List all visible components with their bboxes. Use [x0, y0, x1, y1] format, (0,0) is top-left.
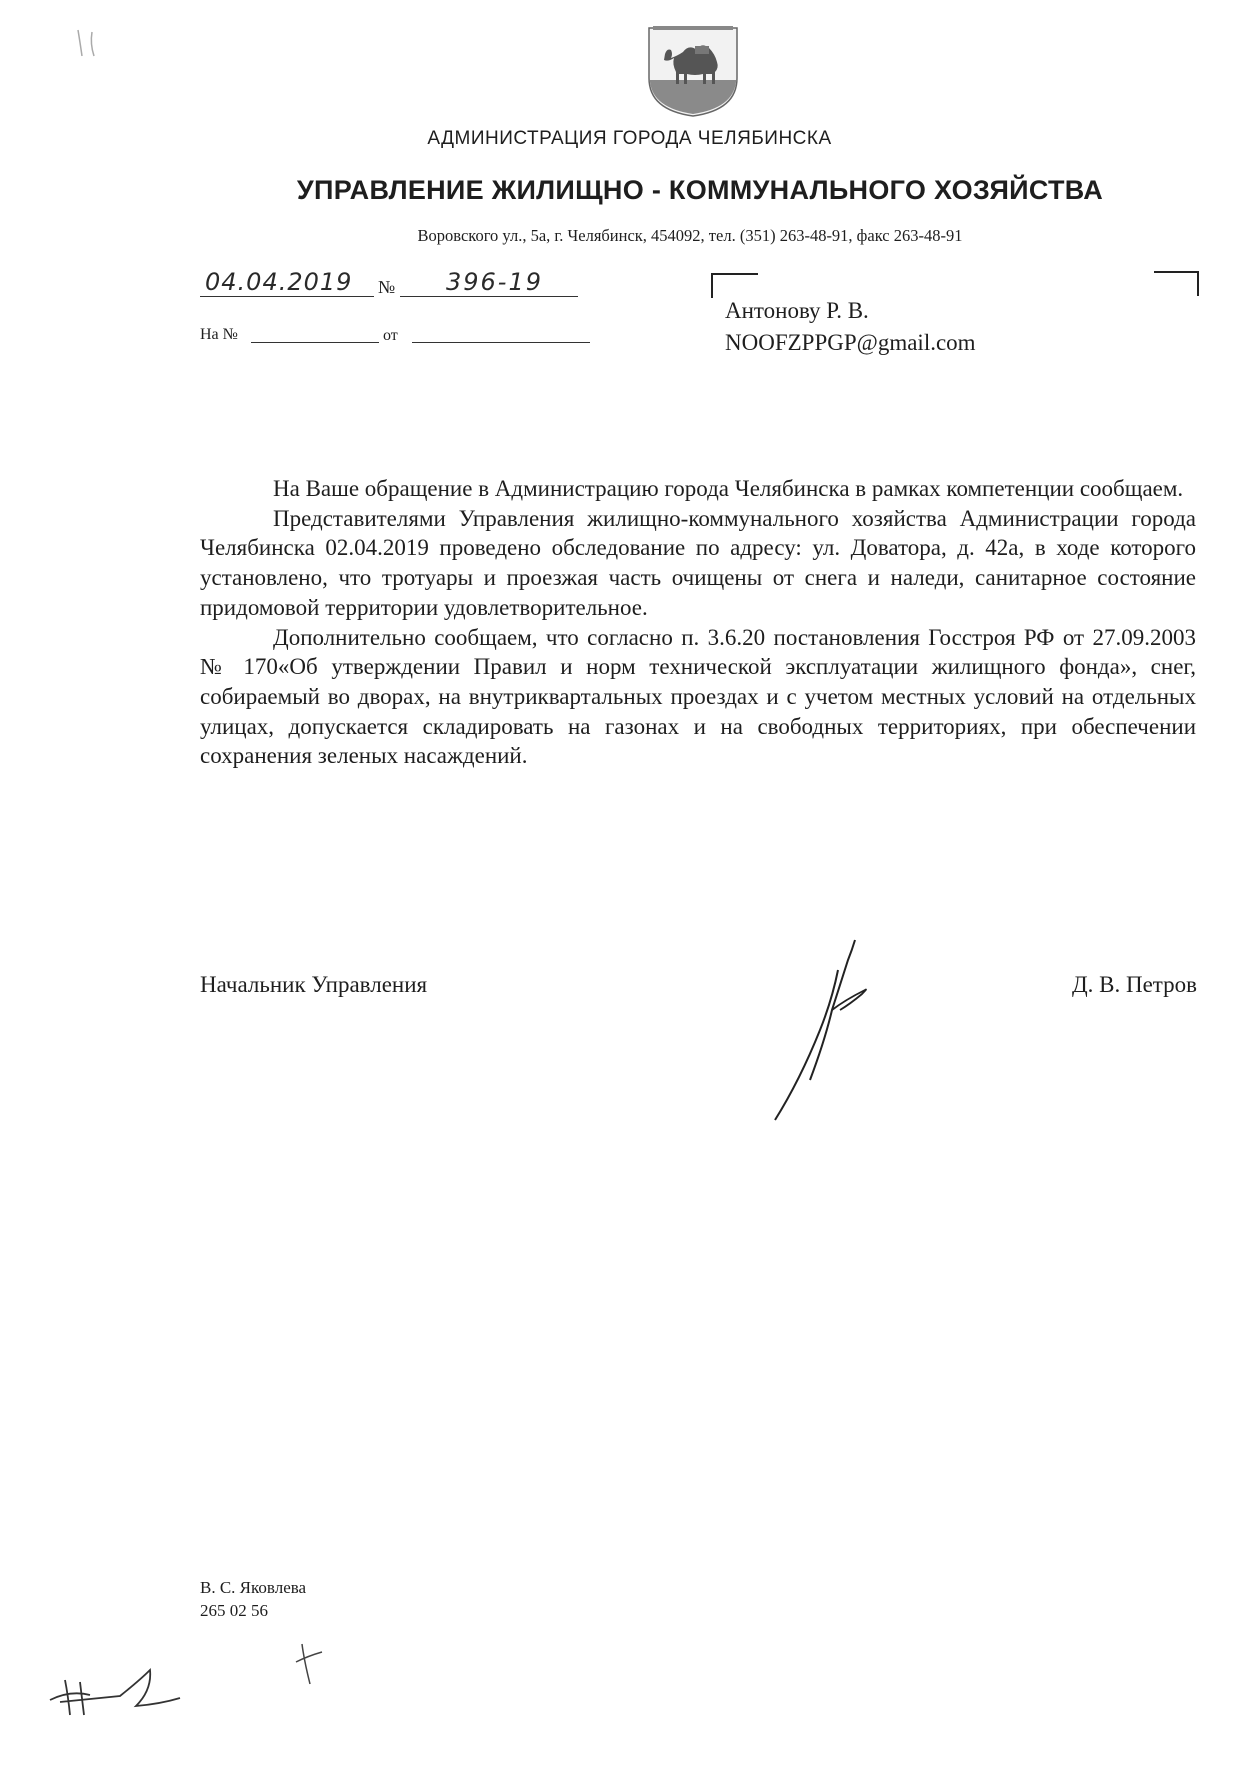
reference-number-underline — [251, 342, 379, 343]
department-name: УПРАВЛЕНИЕ ЖИЛИЩНО - КОММУНАЛЬНОГО ХОЗЯЙСТВА — [296, 175, 1104, 205]
handwritten-signature — [770, 930, 910, 1130]
signatory-position: Начальник Управления — [200, 972, 428, 997]
reference-date-underline — [412, 342, 590, 343]
letter-date: 04.04.2019 — [205, 268, 353, 296]
handwritten-mark-top-left — [70, 22, 110, 62]
date-underline — [200, 296, 374, 297]
executor-phone: 265 02 56 — [200, 1601, 268, 1620]
signatory-name: Д. В. Петров — [1071, 972, 1197, 997]
body-paragraph: На Ваше обращение в Администрацию города Челябинска в рамках компетенции сообщаем. — [273, 476, 1184, 501]
recipient-name: Антонову Р. В. — [725, 298, 869, 323]
body-paragraph: Представителями Управления жилищно-коммунального хозяйства Администрации города Челябинска 02.04.2019 проведено обследование по адресу: ул. Доватора, д. 42а, в ходе которого установлено, что тротуары и проезжая часть очищены от снега и наледи, санитарное состояние придомовой территории удовлетворительное. — [200, 505, 1196, 620]
recipient-left-bracket — [710, 270, 760, 300]
coat-of-arms-emblem — [643, 18, 743, 118]
letter-body — [200, 474, 1196, 771]
number-underline — [400, 296, 578, 297]
reference-number-label: На № — [200, 326, 238, 343]
recipient-right-bracket — [1152, 268, 1202, 298]
department-contacts: Воровского ул., 5а, г. Челябинск, 454092, тел. (351) 263-48-91, факс 263-48-91 — [417, 226, 963, 245]
executor-name: В. С. Яковлева — [200, 1578, 307, 1597]
administration-name: АДМИНИСТРАЦИЯ ГОРОДА ЧЕЛЯБИНСКА — [427, 128, 832, 149]
number-label: № — [378, 277, 396, 297]
letter-number: 396-19 — [446, 268, 544, 296]
handwritten-mark-bottom — [290, 1640, 330, 1690]
body-paragraph: Дополнительно сообщаем, что согласно п. 3.6.20 постановления Госстроя РФ от 27.09.2003 № 170«Об утверждении Правил и норм технической эксплуатации жилищного фонда», снег, собираемый во дворах, на внутриквартальных проездах и с учетом местных условий на отдельных улицах, допускается складировать на газонах и на свободных территориях, при обеспечении сохранения зеленых насаждений. — [200, 624, 1196, 769]
reference-from-label: от — [383, 327, 398, 344]
recipient-email: NOOFZPPGP@gmail.com — [725, 330, 976, 355]
handwritten-initials-bottom-left — [40, 1660, 190, 1720]
